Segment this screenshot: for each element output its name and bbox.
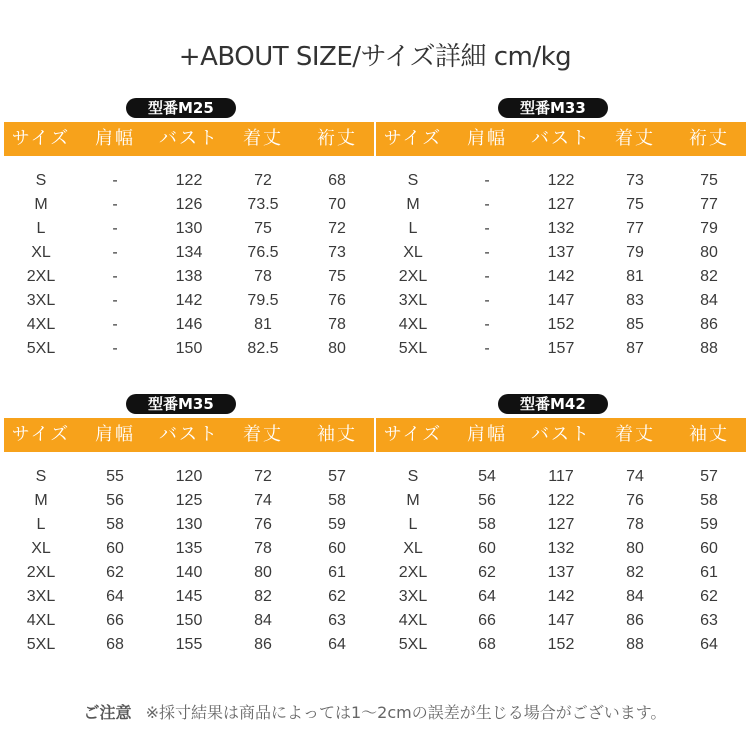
header-cell: 肩幅: [95, 128, 135, 149]
table-row: [376, 241, 746, 265]
table-cell: 59: [700, 516, 718, 533]
table-cell: 64: [478, 588, 496, 605]
table-cell: 125: [175, 492, 203, 509]
table-cell: -: [112, 268, 118, 285]
model-badge: 型番M42: [498, 394, 608, 414]
table-cell: 61: [328, 564, 346, 581]
model-badge: 型番M33: [498, 98, 608, 118]
table-cell: 73: [328, 244, 346, 261]
table-row: [376, 561, 746, 585]
size-table-m25: [4, 98, 374, 368]
table-cell: 77: [700, 196, 718, 213]
table-row: [376, 265, 746, 289]
table-cell: XL: [403, 244, 423, 261]
table-cell: 78: [328, 316, 346, 333]
table-cell: L: [36, 516, 46, 533]
table-row: [376, 585, 746, 609]
table-cell: 60: [106, 540, 124, 557]
header-cell: 着丈: [615, 424, 655, 445]
table-cell: M: [406, 196, 420, 213]
header-cell: 裄丈: [317, 128, 357, 149]
table-cell: 74: [626, 468, 644, 485]
table-row: [4, 169, 374, 193]
table-row: [4, 289, 374, 313]
table-cell: 68: [106, 636, 124, 653]
table-cell: 62: [106, 564, 124, 581]
header-cell: バスト: [531, 128, 591, 149]
table-cell: 4XL: [398, 612, 428, 629]
table-cell: 142: [547, 268, 575, 285]
table-row: [4, 337, 374, 361]
table-cell: 75: [254, 220, 272, 237]
table-header-row: [376, 418, 746, 452]
table-row: [4, 465, 374, 489]
note: [0, 700, 750, 723]
table-cell: 68: [478, 636, 496, 653]
table-cell: 150: [175, 612, 203, 629]
table-cell: 58: [328, 492, 346, 509]
table-cell: L: [36, 220, 46, 237]
table-cell: 64: [700, 636, 718, 653]
table-cell: 64: [328, 636, 346, 653]
table-cell: -: [484, 172, 490, 189]
table-cell: -: [484, 268, 490, 285]
table-cell: -: [112, 316, 118, 333]
table-cell: 72: [254, 172, 272, 189]
table-cell: 75: [700, 172, 718, 189]
table-cell: -: [112, 292, 118, 309]
table-cell: 57: [328, 468, 346, 485]
header-cell: サイズ: [383, 424, 443, 445]
table-cell: 85: [626, 316, 644, 333]
table-cell: -: [484, 220, 490, 237]
table-cell: 60: [700, 540, 718, 557]
table-cell: 58: [106, 516, 124, 533]
table-body: [376, 465, 746, 657]
header-cell: 肩幅: [467, 424, 507, 445]
table-header-row: [376, 122, 746, 156]
table-cell: 59: [328, 516, 346, 533]
table-cell: 82: [700, 268, 718, 285]
table-cell: 76: [328, 292, 346, 309]
table-row: [376, 465, 746, 489]
header-cell: バスト: [159, 424, 219, 445]
table-cell: 130: [175, 220, 203, 237]
table-cell: 122: [175, 172, 203, 189]
table-cell: S: [407, 172, 419, 189]
table-cell: -: [112, 244, 118, 261]
table-cell: M: [406, 492, 420, 509]
table-cell: 76: [254, 516, 272, 533]
table-cell: 73: [626, 172, 644, 189]
table-row: [4, 265, 374, 289]
table-row: [4, 193, 374, 217]
table-row: [376, 289, 746, 313]
table-cell: 5XL: [26, 636, 56, 653]
table-cell: 62: [700, 588, 718, 605]
table-cell: 5XL: [398, 636, 428, 653]
table-row: [4, 489, 374, 513]
table-cell: 58: [478, 516, 496, 533]
table-row: [4, 513, 374, 537]
table-cell: 137: [547, 244, 575, 261]
table-cell: S: [407, 468, 419, 485]
table-cell: 4XL: [398, 316, 428, 333]
table-cell: -: [112, 340, 118, 357]
table-row: [4, 537, 374, 561]
table-cell: 54: [478, 468, 496, 485]
table-cell: 88: [700, 340, 718, 357]
table-cell: 68: [328, 172, 346, 189]
table-cell: 76.5: [247, 244, 279, 261]
table-cell: L: [408, 220, 418, 237]
note-label: ご注意: [83, 703, 132, 722]
header-cell: 袖丈: [689, 424, 729, 445]
table-cell: 79: [626, 244, 644, 261]
header-cell: 着丈: [243, 424, 283, 445]
table-row: [4, 313, 374, 337]
table-cell: 127: [547, 516, 575, 533]
model-badge: 型番M25: [126, 98, 236, 118]
table-cell: 132: [547, 540, 575, 557]
table-cell: 80: [254, 564, 272, 581]
table-row: [376, 193, 746, 217]
table-cell: 60: [478, 540, 496, 557]
table-row: [376, 313, 746, 337]
table-row: [4, 241, 374, 265]
table-cell: 82.5: [247, 340, 279, 357]
table-cell: 147: [547, 612, 575, 629]
table-cell: 73.5: [247, 196, 279, 213]
header-cell: 袖丈: [317, 424, 357, 445]
table-cell: 117: [548, 468, 574, 485]
header-cell: サイズ: [11, 424, 71, 445]
table-cell: 62: [328, 588, 346, 605]
table-cell: 2XL: [398, 564, 428, 581]
table-cell: 75: [328, 268, 346, 285]
table-cell: S: [35, 172, 47, 189]
header-cell: 肩幅: [467, 128, 507, 149]
table-cell: 56: [478, 492, 496, 509]
table-cell: 132: [547, 220, 575, 237]
table-cell: 130: [175, 516, 203, 533]
table-cell: 87: [626, 340, 644, 357]
table-cell: 70: [328, 196, 346, 213]
table-cell: 84: [700, 292, 718, 309]
header-cell: バスト: [159, 128, 219, 149]
table-row: [376, 489, 746, 513]
table-cell: 137: [547, 564, 575, 581]
table-cell: 84: [254, 612, 272, 629]
header-cell: 裄丈: [689, 128, 729, 149]
table-cell: -: [112, 196, 118, 213]
table-cell: 82: [626, 564, 644, 581]
table-cell: 55: [106, 468, 124, 485]
table-cell: 3XL: [398, 292, 428, 309]
table-row: [4, 585, 374, 609]
table-cell: -: [484, 316, 490, 333]
table-cell: 155: [175, 636, 203, 653]
table-cell: S: [35, 468, 47, 485]
table-header-row: [4, 122, 374, 156]
table-cell: 135: [175, 540, 203, 557]
table-cell: 120: [175, 468, 203, 485]
table-cell: 145: [175, 588, 203, 605]
table-row: [4, 633, 374, 657]
table-cell: 80: [328, 340, 346, 357]
table-cell: 81: [626, 268, 644, 285]
table-cell: 2XL: [26, 564, 56, 581]
table-cell: 86: [700, 316, 718, 333]
page-title: +ABOUT SIZE/サイズ詳細 cm/kg: [178, 42, 572, 72]
table-cell: 78: [626, 516, 644, 533]
size-table-m35: [4, 394, 374, 664]
table-cell: -: [484, 196, 490, 213]
table-row: [376, 609, 746, 633]
table-cell: 61: [700, 564, 718, 581]
table-cell: XL: [31, 540, 51, 557]
table-cell: 3XL: [26, 292, 56, 309]
table-row: [376, 337, 746, 361]
table-cell: 150: [175, 340, 203, 357]
table-cell: 2XL: [26, 268, 56, 285]
table-cell: 84: [626, 588, 644, 605]
table-cell: M: [34, 196, 48, 213]
table-cell: 147: [547, 292, 575, 309]
table-cell: 72: [254, 468, 272, 485]
table-cell: 78: [254, 268, 272, 285]
table-cell: 152: [547, 316, 575, 333]
table-cell: 152: [547, 636, 575, 653]
table-cell: 80: [626, 540, 644, 557]
table-row: [376, 513, 746, 537]
table-cell: 56: [106, 492, 124, 509]
table-cell: XL: [31, 244, 51, 261]
table-cell: 75: [626, 196, 644, 213]
table-body: [4, 465, 374, 657]
table-cell: 60: [328, 540, 346, 557]
table-row: [376, 169, 746, 193]
table-cell: 138: [175, 268, 203, 285]
table-cell: 77: [626, 220, 644, 237]
table-cell: 142: [547, 588, 575, 605]
size-table-m42: [376, 394, 746, 664]
table-cell: -: [112, 220, 118, 237]
table-cell: 142: [175, 292, 203, 309]
table-cell: 4XL: [26, 316, 56, 333]
table-cell: 57: [700, 468, 718, 485]
header-cell: 肩幅: [95, 424, 135, 445]
table-cell: 63: [700, 612, 718, 629]
model-badge: 型番M35: [126, 394, 236, 414]
table-cell: -: [484, 292, 490, 309]
table-cell: 63: [328, 612, 346, 629]
table-cell: 5XL: [26, 340, 56, 357]
table-cell: 62: [478, 564, 496, 581]
table-cell: 66: [106, 612, 124, 629]
table-cell: 122: [547, 172, 575, 189]
table-cell: 2XL: [398, 268, 428, 285]
table-row: [376, 537, 746, 561]
table-row: [376, 633, 746, 657]
table-cell: 5XL: [398, 340, 428, 357]
table-cell: 81: [254, 316, 272, 333]
table-cell: 58: [700, 492, 718, 509]
table-cell: 74: [254, 492, 272, 509]
table-cell: 86: [626, 612, 644, 629]
table-row: [4, 561, 374, 585]
table-cell: XL: [403, 540, 423, 557]
table-cell: 82: [254, 588, 272, 605]
table-cell: -: [112, 172, 118, 189]
table-cell: 76: [626, 492, 644, 509]
size-table-m33: [376, 98, 746, 368]
table-cell: 88: [626, 636, 644, 653]
header-cell: バスト: [531, 424, 591, 445]
header-cell: 着丈: [615, 128, 655, 149]
table-row: [4, 217, 374, 241]
note-text: ※採寸結果は商品によっては1～2cmの誤差が生じる場合がございます。: [145, 703, 667, 722]
table-cell: 127: [547, 196, 575, 213]
table-cell: 72: [328, 220, 346, 237]
table-cell: 122: [547, 492, 575, 509]
table-cell: 134: [175, 244, 203, 261]
table-cell: -: [484, 340, 490, 357]
header-cell: サイズ: [11, 128, 71, 149]
table-cell: 3XL: [26, 588, 56, 605]
table-cell: 146: [175, 316, 203, 333]
table-cell: 78: [254, 540, 272, 557]
header-cell: サイズ: [383, 128, 443, 149]
table-cell: L: [408, 516, 418, 533]
table-cell: 3XL: [398, 588, 428, 605]
table-cell: -: [484, 244, 490, 261]
table-cell: 79: [700, 220, 718, 237]
header-cell: 着丈: [243, 128, 283, 149]
table-cell: 140: [175, 564, 203, 581]
table-cell: 86: [254, 636, 272, 653]
table-cell: 126: [175, 196, 203, 213]
table-cell: M: [34, 492, 48, 509]
table-row: [4, 609, 374, 633]
table-cell: 4XL: [26, 612, 56, 629]
table-body: [4, 169, 374, 361]
table-body: [376, 169, 746, 361]
table-cell: 83: [626, 292, 644, 309]
table-cell: 64: [106, 588, 124, 605]
table-cell: 66: [478, 612, 496, 629]
table-cell: 157: [547, 340, 575, 357]
table-row: [376, 217, 746, 241]
table-cell: 80: [700, 244, 718, 261]
table-cell: 79.5: [247, 292, 279, 309]
table-header-row: [4, 418, 374, 452]
